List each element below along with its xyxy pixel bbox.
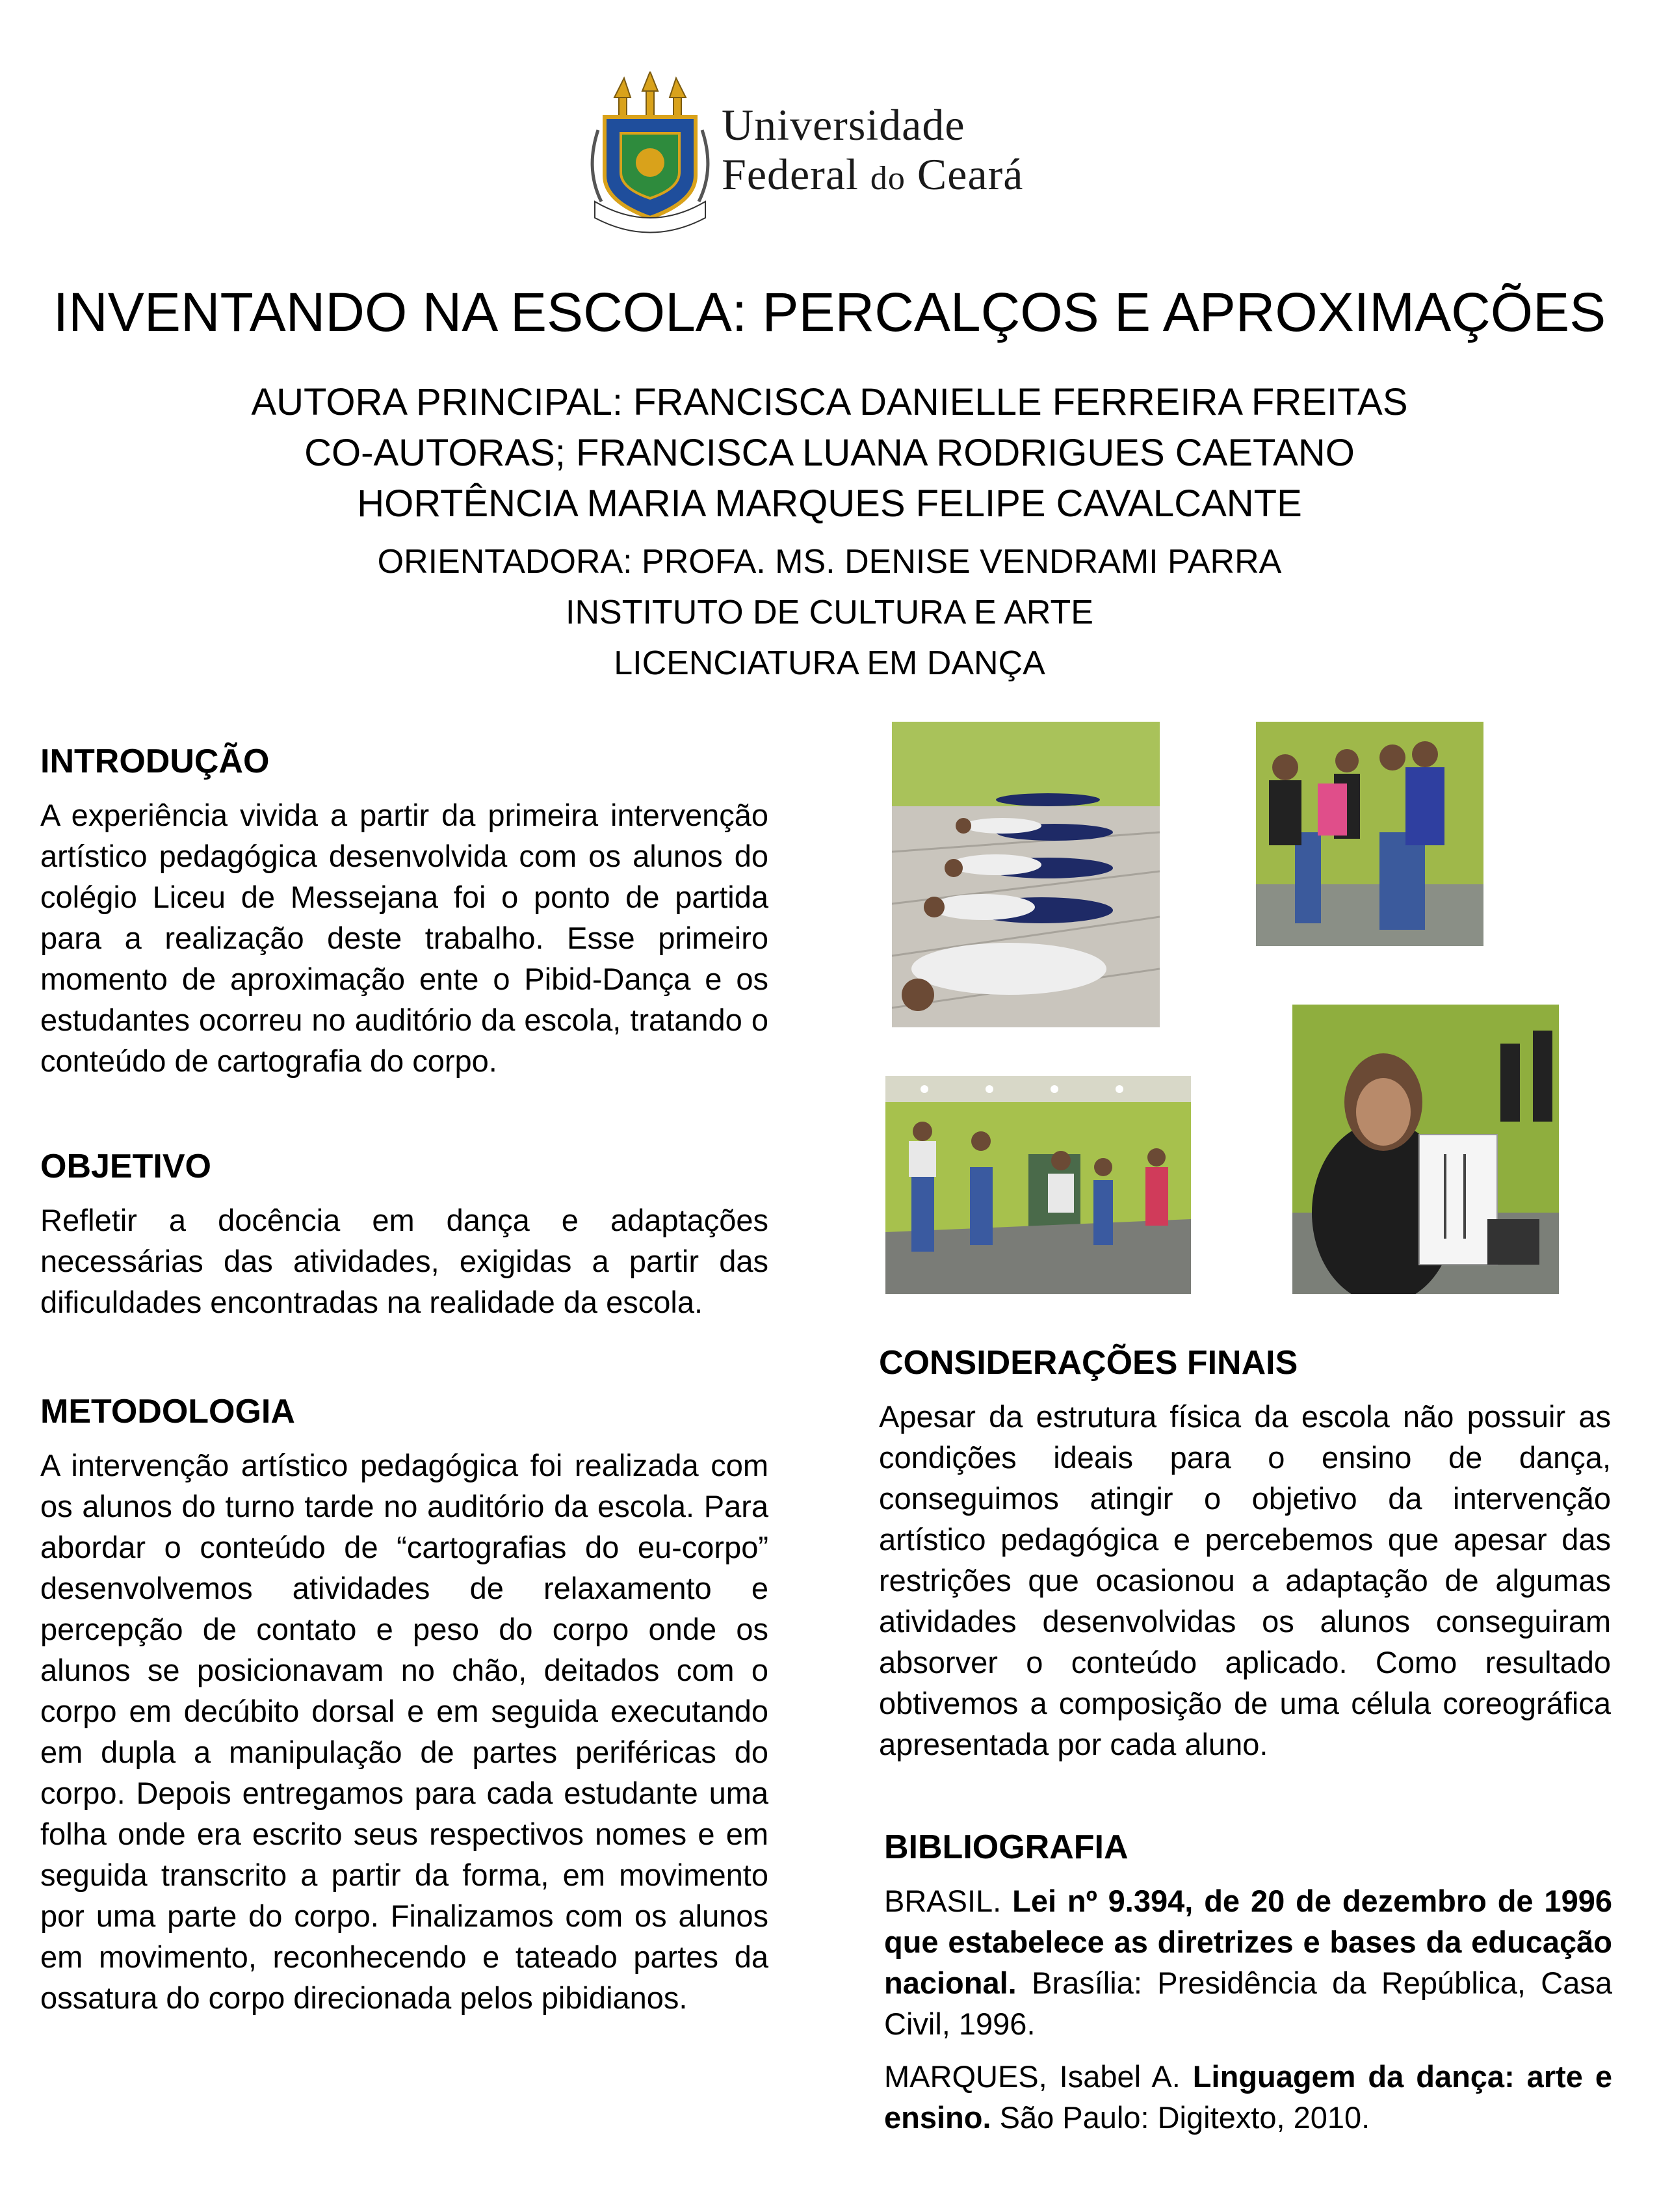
poster-title: INVENTANDO NA ESCOLA: PERCALÇOS E APROXIMAÇÕES bbox=[53, 282, 1606, 343]
method-heading: METODOLOGIA bbox=[40, 1393, 295, 1430]
objective-section bbox=[40, 1146, 768, 1323]
intro-text: A experiência vivida a partir da primeira intervenção artístico pedagógica desenvolvida com os alunos do colégio Liceu de Messejana foi o ponto de partida para a realização deste trabalho. Esse primeiro momento de aproximação ente o Pibid-Dança e os estudantes ocorreu no auditório da escola, tratando o conteúdo de cartografia do corpo. bbox=[40, 798, 768, 1079]
co-author-2: HORTÊNCIA MARIA MARQUES FELIPE CAVALCANTE bbox=[357, 482, 1302, 525]
final-text: Apesar da estrutura física da escola não possuir as condições ideais para o ensino de dança, conseguimos atingir o objetivo da intervenção artístico pedagógica e percebemos que apesar das restrições que ocasionou a adaptação de algumas atividades desenvolvidas os alunos conseguiram absorver o conteúdo aplicado. Como resultado obtivemos a composição de uma célula coreográfica apresentada por cada aluno. bbox=[879, 1399, 1611, 1762]
university-name-line1: Universidade bbox=[722, 100, 965, 150]
institute: INSTITUTO DE CULTURA E ARTE bbox=[566, 594, 1093, 631]
photo-student-holding-paper bbox=[1292, 1005, 1559, 1294]
university-logo bbox=[585, 72, 1105, 234]
advisor: ORIENTADORA: PROFA. MS. DENISE VENDRAMI PARRA bbox=[377, 543, 1282, 581]
bib-ref-2-publisher: São Paulo: Digitexto, 2010. bbox=[991, 2100, 1370, 2135]
photo-students-lying bbox=[892, 722, 1160, 1027]
bib-ref-2 bbox=[884, 2056, 1612, 2138]
method-section bbox=[40, 1391, 768, 2018]
co-author-1: CO-AUTORAS; FRANCISCA LUANA RODRIGUES CAETANO bbox=[304, 432, 1355, 474]
bib-ref-1-author: BRASIL. bbox=[884, 1884, 1013, 1919]
final-section bbox=[879, 1343, 1611, 1765]
bib-ref-1-publisher: Brasília: Presidência da República, Casa Civil, 1996. bbox=[884, 1966, 1612, 2042]
bib-ref-1-title: Lei nº 9.394, de 20 de dezembro de 1996 que estabelece as diretrizes e bases da educação nacional. bbox=[884, 1884, 1612, 2001]
bibliography-section bbox=[884, 1827, 1612, 2150]
course: LICENCIATURA EM DANÇA bbox=[614, 644, 1045, 682]
bib-ref-2-title: Linguagem da dança: arte e ensino. bbox=[884, 2059, 1612, 2135]
objective-text: Refletir a docência em dança e adaptações necessárias das atividades, exigidas a partir das dificuldades encontradas na realidade da escola. bbox=[40, 1203, 768, 1320]
crest-icon bbox=[585, 72, 715, 234]
affiliation-block bbox=[0, 536, 1659, 689]
bibliography-heading: BIBLIOGRAFIA bbox=[884, 1828, 1129, 1866]
university-name-ceara: Ceará bbox=[917, 150, 1024, 199]
photo-students-pairs bbox=[1256, 722, 1483, 946]
method-text: A intervenção artístico pedagógica foi realizada com os alunos do turno tarde no auditório da escola. Para abordar o conteúdo de “cartografias do eu-corpo” desenvolvemos atividades de relaxamento e percepção de contato e peso do corpo onde os alunos se posicionavam no chão, deitados com o corpo em decúbito dorsal e em seguida executando em dupla a manipulação de partes periféricas do corpo. Depois entregamos para cada estudante uma folha onde era escrito seus respectivos nomes e em seguida transcrito a partir da forma, em movimento por uma parte do corpo. Finalizamos com os alunos em movimento, reconhecendo e tateado partes da ossatura do corpo direcionada pelos pibidianos. bbox=[40, 1448, 768, 2016]
objective-heading: OBJETIVO bbox=[40, 1148, 211, 1185]
university-name-do: do bbox=[870, 160, 906, 197]
bib-ref-1 bbox=[884, 1880, 1612, 2044]
bib-ref-2-author: MARQUES, Isabel A. bbox=[884, 2059, 1193, 2094]
photo-students-moving bbox=[885, 1076, 1191, 1294]
main-author: AUTORA PRINCIPAL: FRANCISCA DANIELLE FERREIRA FREITAS bbox=[251, 381, 1408, 423]
final-heading: CONSIDERAÇÕES FINAIS bbox=[879, 1344, 1298, 1382]
authors-block bbox=[0, 377, 1659, 529]
intro-section bbox=[40, 741, 768, 1081]
university-name-federal: Federal bbox=[722, 150, 859, 199]
intro-heading: INTRODUÇÃO bbox=[40, 743, 270, 780]
